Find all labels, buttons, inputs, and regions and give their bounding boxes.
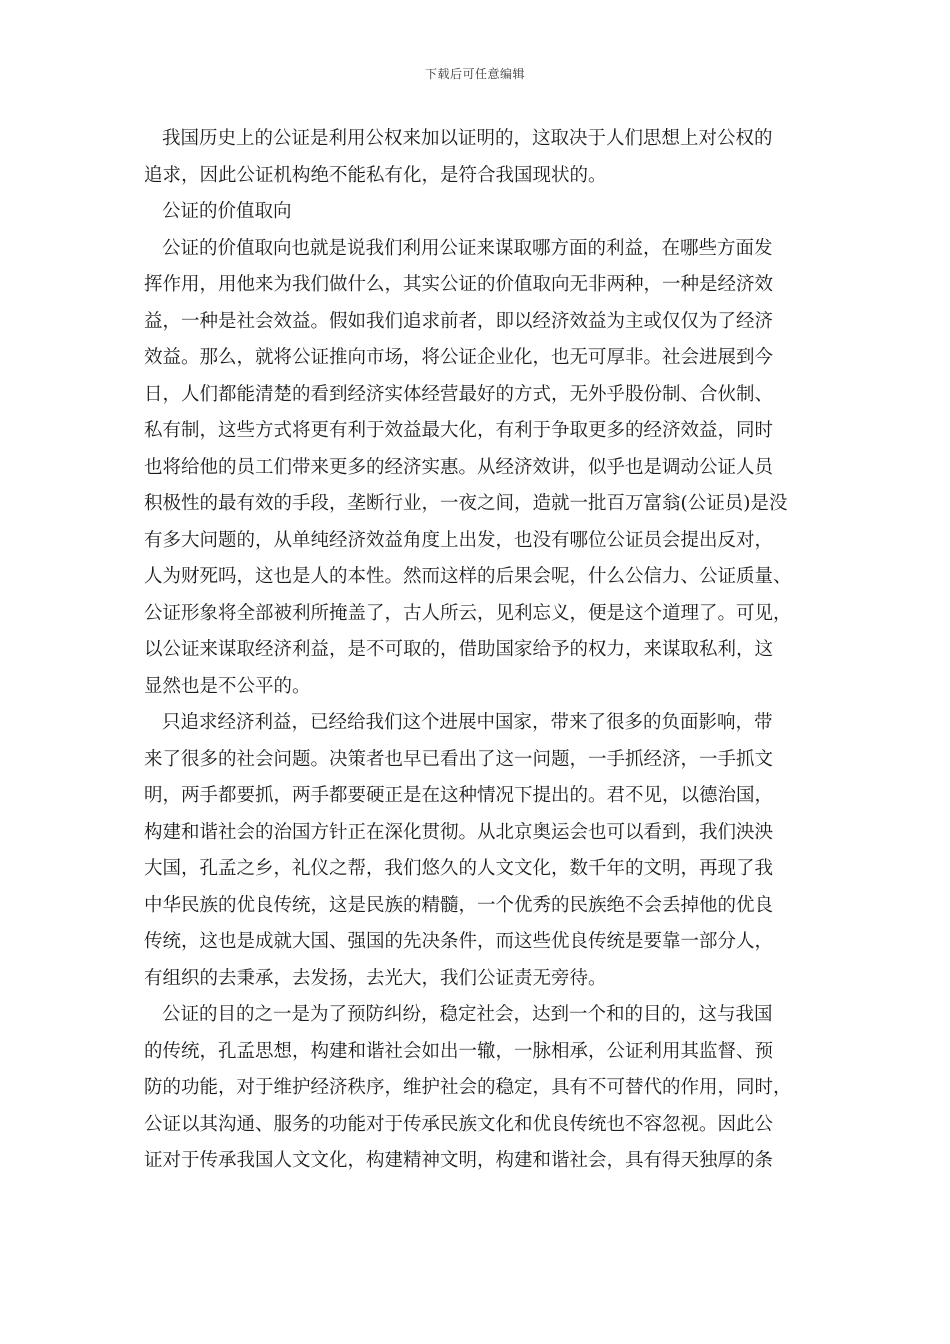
text-line: 也将给他的员工们带来更多的经济实惠。从经济效讲，似乎也是调动公证人员 xyxy=(144,456,774,478)
text-line: 大国，孔孟之乡，礼仪之帮，我们悠久的人文文化，数千年的文明，再现了我 xyxy=(144,858,774,879)
text-line: 以公证来谋取经济利益，是不可取的，借助国家给予的权力，来谋取私利，这 xyxy=(144,639,774,660)
text-line: 公证以其沟通、服务的功能对于传承民族文化和优良传统也不容忽视。因此公 xyxy=(144,1113,774,1135)
text-line: 日，人们都能清楚的看到经济实体经营最好的方式，无外乎股份制、合伙制、 xyxy=(144,383,774,405)
text-line: 私有制，这些方式将更有利于效益最大化，有利于争取更多的经济效益，同时 xyxy=(144,420,774,441)
text-line: 有多大问题的，从单纯经济效益角度上出发，也没有哪位公证员会提出反对， xyxy=(144,529,774,551)
text-line: 证对于传承我国人文文化，构建精神文明，构建和谐社会，具有得天独厚的条 xyxy=(144,1150,774,1171)
page-header: 下载后可任意编辑 xyxy=(424,67,525,81)
text-line: 明，两手都要抓，两手都要硬正是在这种情况下提出的。君不见，以德治国， xyxy=(144,785,774,806)
section-heading: 公证的价值取向 xyxy=(162,201,292,222)
text-line: 公证的价值取向也就是说我们利用公证来谋取哪方面的利益，在哪些方面发 xyxy=(162,237,773,259)
text-line: 人为财死吗，这也是人的本性。然而这样的后果会呢，什么公信力、公证质量、 xyxy=(144,566,792,587)
text-line: 挥作用，用他来为我们做什么，其实公证的价值取向无非两种，一种是经济效 xyxy=(144,274,774,295)
text-line: 中华民族的优良传统，这是民族的精髓，一个优秀的民族绝不会丢掉他的优良 xyxy=(144,894,774,916)
text-line: 益，一种是社会效益。假如我们追求前者，即以经济效益为主或仅仅为了经济 xyxy=(144,310,774,332)
text-line: 显然也是不公平的。 xyxy=(144,675,311,697)
text-line: 效益。那么，就将公证推向市场，将公证企业化，也无可厚非。社会进展到今 xyxy=(144,347,774,368)
document-body xyxy=(144,121,810,1180)
text-line: 防的功能，对于维护经济秩序，维护社会的稳定，具有不可替代的作用，同时， xyxy=(144,1077,792,1098)
text-line: 我国历史上的公证是利用公权来加以证明的，这取决于人们思想上对公权的 xyxy=(162,128,773,149)
text-line: 构建和谐社会的治国方针正在深化贯彻。从北京奥运会也可以看到，我们泱泱 xyxy=(144,821,774,843)
text-line: 有组织的去秉承，去发扬，去光大，我们公证责无旁待。 xyxy=(144,967,607,989)
text-line: 公证的目的之一是为了预防纠纷，稳定社会，达到一个和的目的，这与我国 xyxy=(162,1004,773,1025)
text-line: 来了很多的社会问题。决策者也早已看出了这一问题，一手抓经济，一手抓文 xyxy=(144,748,774,770)
text-line: 传统，这也是成就大国、强国的先决条件，而这些优良传统是要靠一部分人， xyxy=(144,931,774,952)
text-line: 积极性的最有效的手段，垄断行业，一夜之间，造就一批百万富翁(公证员)是没 xyxy=(144,493,788,514)
text-line: 公证形象将全部被利所掩盖了，古人所云，见利忘义，便是这个道理了。可见， xyxy=(144,602,792,624)
text-line: 追求，因此公证机构绝不能私有化，是符合我国现状的。 xyxy=(144,164,607,186)
text-line: 的传统，孔孟思想，构建和谐社会如出一辙，一脉相承，公证利用其监督、预 xyxy=(144,1040,774,1062)
text-line: 只追求经济利益，已经给我们这个进展中国家，带来了很多的负面影响，带 xyxy=(162,712,773,733)
